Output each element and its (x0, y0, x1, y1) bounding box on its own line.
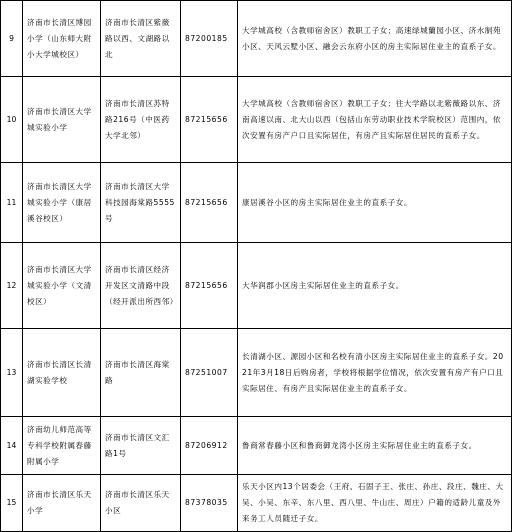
phone-number: 87215656 (181, 243, 238, 329)
table-row (1, 77, 512, 163)
enrollment-area: 大学城高校（含教师宿舍区）教职工子女；往大学路以北紫薇路以东、济南高速以南、北大山以西（包括山东劳动职业技术学院校区）范围内，依次安置有房产户口且实际居住，有房产且实际居住居民的直系子女。 (238, 77, 512, 163)
school-name: 济南市长清区大学城实验小学 (23, 77, 101, 163)
table-row (1, 1, 512, 77)
enrollment-area: 大华润郡小区房主实际居住业主的直系子女。 (238, 243, 512, 329)
school-name: 济南市长清区乐天小学 (23, 475, 101, 532)
school-address: 济南市长清区苏特路216号（中医药大学北邻） (101, 77, 181, 163)
row-number: 10 (1, 77, 23, 163)
phone-number: 87206912 (181, 417, 238, 475)
enrollment-area: 乐天小区内13个居委会（王府、石固子王、张庄、孙庄、段庄、魏庄、大吴、小吴、东辛、东八里、西八里、牛山庄、周庄）户籍的适龄儿童及外来务工人员随迁子女。 (238, 475, 512, 532)
enrollment-area: 长清湖小区、源园小区和名校有清小区房主实际居住业主的直系子女。2021年3月18日后购房者，学校将根据学位情况，依次安置有房产有户口且实际居住、有房产且实际居住业主的直系子女。 (238, 329, 512, 417)
phone-number: 87215656 (181, 77, 238, 163)
school-address: 济南市长清区紫薇路以西、文湖路以北 (101, 1, 181, 77)
row-number: 15 (1, 475, 23, 532)
row-number: 11 (1, 163, 23, 243)
enrollment-area: 康居溪谷小区的房主实际居住业主的直系子女。 (238, 163, 512, 243)
enrollment-area: 大学城高校（含教师宿舍区）教职工子女；高速绿城蘭园小区、济水制苑小区、天风云墅小区、融会云东府小区的房主实际居住业主的直系子女。 (238, 1, 512, 77)
phone-number: 87251007 (181, 329, 238, 417)
row-number: 13 (1, 329, 23, 417)
school-address: 济南市长清区乐天小区 (101, 475, 181, 532)
school-name: 济南市长清区大学城实验小学（文清校区） (23, 243, 101, 329)
school-name: 济南市长清区大学城实验小学（康居溪谷校区） (23, 163, 101, 243)
phone-number: 87200185 (181, 1, 238, 77)
school-address: 济南市长清区文汇路1号 (101, 417, 181, 475)
enrollment-area: 鲁商常春藤小区和鲁商御龙湾小区房主实际居住业主的直系子女。 (238, 417, 512, 475)
row-number: 14 (1, 417, 23, 475)
school-name: 济南幼儿师范高等专科学校附属春藤附属小学 (23, 417, 101, 475)
table-row (1, 243, 512, 329)
school-address: 济南市长清区大学科技园海棠路5555号 (101, 163, 181, 243)
school-address: 济南市长清区海棠路 (101, 329, 181, 417)
phone-number: 87378035 (181, 475, 238, 532)
table-body (1, 1, 512, 532)
table-row (1, 417, 512, 475)
row-number: 12 (1, 243, 23, 329)
school-name: 济南市长清区博园小学（山东师大附小大学城校区） (23, 1, 101, 77)
table-row (1, 329, 512, 417)
phone-number: 87215656 (181, 163, 238, 243)
row-number: 9 (1, 1, 23, 77)
table-row (1, 163, 512, 243)
school-name: 济南市长清区长清湖实验学校 (23, 329, 101, 417)
school-address: 济南市长清区经济开发区文清路中段（经开派出所西邻） (101, 243, 181, 329)
table-row (1, 475, 512, 532)
